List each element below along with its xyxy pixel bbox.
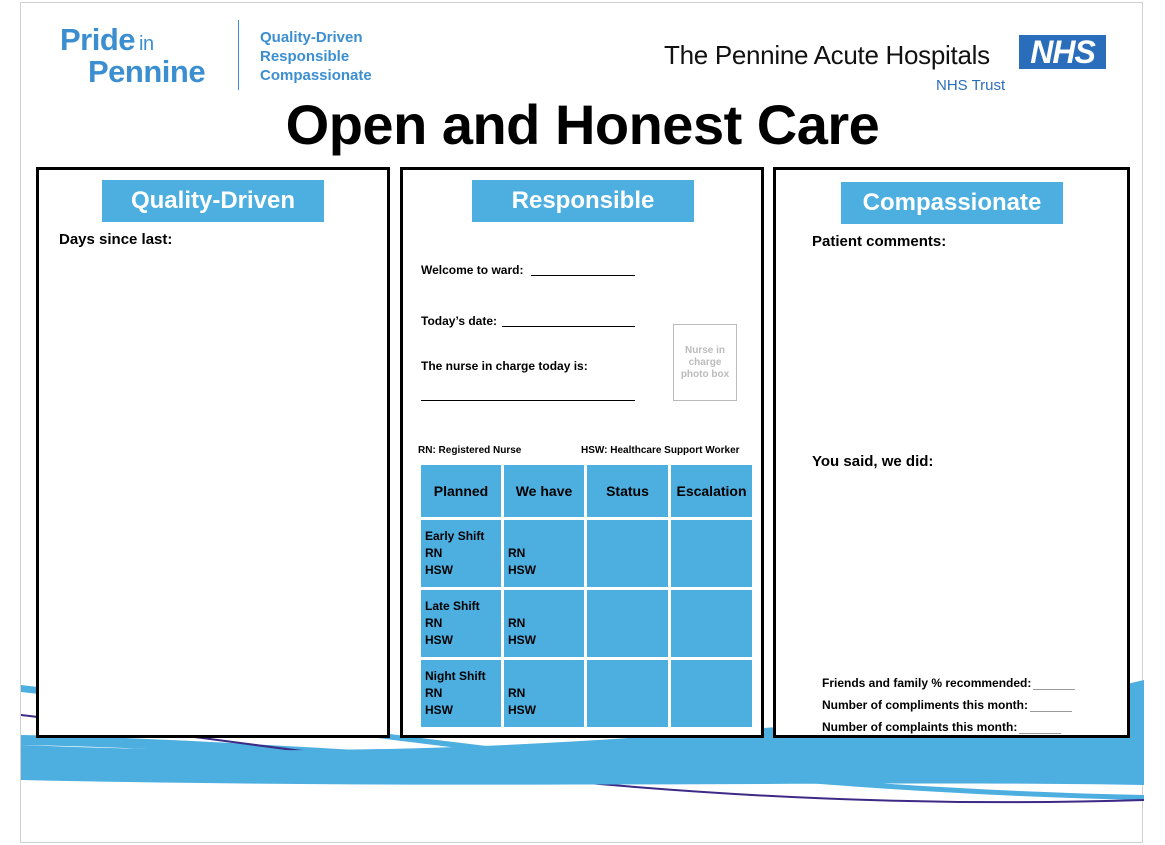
planned-hsw: HSW: [425, 563, 453, 577]
shift-name: Early Shift: [425, 529, 485, 543]
logo-pennine-word: Pennine: [88, 54, 206, 89]
tagline: [260, 28, 372, 85]
have-rn: RN: [508, 616, 526, 630]
todays-date-line[interactable]: [502, 326, 635, 327]
logo-divider: [238, 20, 239, 90]
welcome-to-ward-label: Welcome to ward:: [421, 263, 524, 277]
compassionate-heading: Compassionate: [841, 182, 1063, 224]
have-rn: RN: [508, 686, 526, 700]
logo-in-word: in: [139, 33, 154, 55]
shift-name: Night Shift: [425, 669, 486, 683]
tagline-quality: Quality-Driven: [260, 29, 363, 46]
patient-comments-label: Patient comments:: [812, 233, 947, 250]
table-row: [421, 590, 752, 657]
planned-rn: RN: [425, 686, 443, 700]
planned-hsw: HSW: [425, 633, 453, 647]
planned-rn: RN: [425, 546, 443, 560]
staffing-table: [418, 462, 755, 730]
have-hsw: HSW: [508, 563, 536, 577]
responsible-heading: Responsible: [472, 180, 694, 222]
complaints-label: Number of complaints this month:: [822, 720, 1018, 734]
tagline-compassionate: Compassionate: [260, 67, 372, 84]
table-header-row: [421, 465, 752, 517]
quality-driven-panel: [36, 167, 390, 738]
planned-cell: [421, 660, 501, 727]
responsible-panel: [400, 167, 764, 738]
we-have-cell[interactable]: [504, 660, 584, 727]
planned-cell: [421, 590, 501, 657]
nhs-logo: NHS: [1019, 35, 1106, 69]
have-hsw: HSW: [508, 633, 536, 647]
compliments-label: Number of compliments this month:: [822, 698, 1029, 712]
friends-family-row: [822, 676, 1075, 690]
rn-legend: RN: Registered Nurse: [418, 445, 522, 456]
table-row: [421, 520, 752, 587]
tagline-responsible: Responsible: [260, 48, 350, 65]
have-hsw: HSW: [508, 703, 536, 717]
header-planned: Planned: [421, 465, 501, 517]
header-we-have: We have: [504, 465, 584, 517]
compassionate-panel: [773, 167, 1130, 738]
status-cell[interactable]: [587, 660, 668, 727]
escalation-cell[interactable]: [671, 660, 752, 727]
friends-family-line[interactable]: [1033, 689, 1075, 690]
escalation-cell[interactable]: [671, 520, 752, 587]
logo-pride-word: Pride: [60, 22, 136, 57]
quality-driven-heading: Quality-Driven: [102, 180, 324, 222]
pride-in-pennine-logo: [60, 22, 205, 90]
we-have-cell[interactable]: [504, 520, 584, 587]
planned-hsw: HSW: [425, 703, 453, 717]
trust-name: The Pennine Acute Hospitals: [664, 40, 990, 70]
complaints-line[interactable]: [1019, 733, 1061, 734]
welcome-to-ward-line[interactable]: [531, 275, 635, 276]
complaints-row: [822, 720, 1061, 734]
escalation-cell[interactable]: [671, 590, 752, 657]
you-said-we-did-label: You said, we did:: [812, 453, 934, 470]
todays-date-label: Today’s date:: [421, 314, 498, 328]
status-cell[interactable]: [587, 590, 668, 657]
we-have-cell[interactable]: [504, 590, 584, 657]
nurse-in-charge-line[interactable]: [421, 400, 635, 401]
page-title: Open and Honest Care: [285, 93, 880, 156]
friends-family-label: Friends and family % recommended:: [822, 676, 1032, 690]
header-status: Status: [587, 465, 668, 517]
nhs-trust-label: NHS Trust: [936, 77, 1006, 94]
days-since-last-label: Days since last:: [59, 231, 173, 248]
table-row: [421, 660, 752, 727]
compliments-line[interactable]: [1030, 711, 1072, 712]
nurse-in-charge-label: The nurse in charge today is:: [421, 359, 588, 373]
status-cell[interactable]: [587, 520, 668, 587]
hsw-legend: HSW: Healthcare Support Worker: [581, 445, 740, 456]
shift-name: Late Shift: [425, 599, 480, 613]
planned-rn: RN: [425, 616, 443, 630]
header-escalation: Escalation: [671, 465, 752, 517]
have-rn: RN: [508, 546, 526, 560]
compliments-row: [822, 698, 1072, 712]
nurse-photo-box: Nurse in charge photo box: [673, 324, 737, 401]
planned-cell: [421, 520, 501, 587]
